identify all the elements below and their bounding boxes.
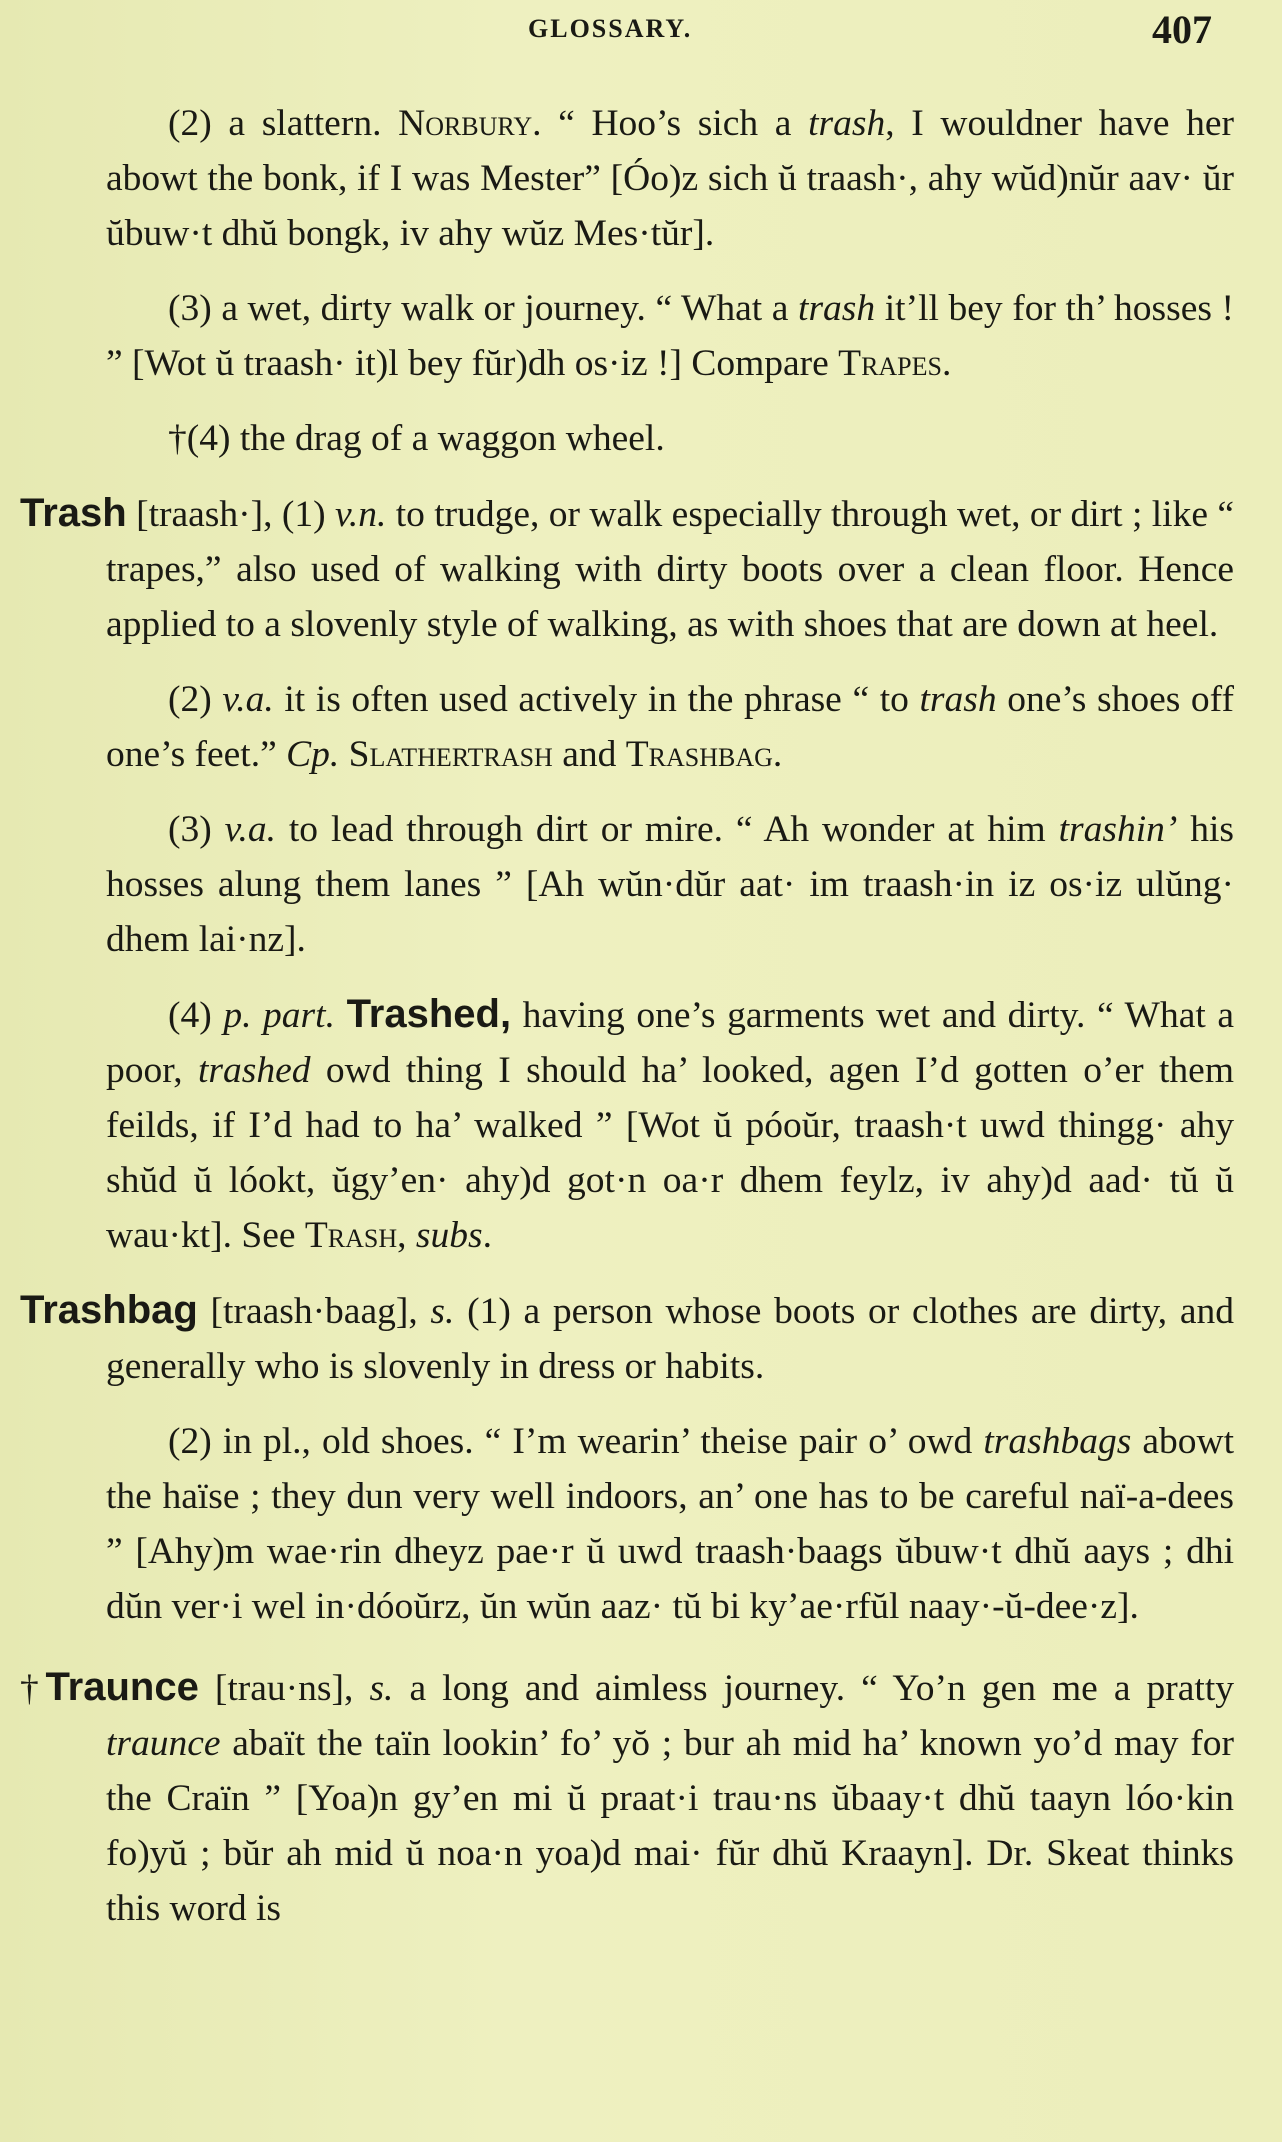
definition-wet-walk bbox=[20, 281, 1234, 391]
text-span: . bbox=[482, 1215, 492, 1256]
text-span: [traash·baag], bbox=[197, 1291, 431, 1332]
italic-word: trash bbox=[808, 103, 886, 144]
text-span: abaït the taïn lookin’ fo’ yŏ ; bur ah mid ha’ known yo’d may for the Craïn ” [Yoa)n gy’en mi ŭ praat·i trau·ns ŭbaay·t dhŭ taayn lóo·kin fo)yŭ ; bŭr ah mid ŭ noa·n yoa)d mai· fŭr dhŭ Kraayn]. Dr. Skeat thinks this word is bbox=[106, 1723, 1234, 1929]
grammar-label: v.a. bbox=[222, 679, 274, 720]
headword: Trashed, bbox=[346, 992, 512, 1036]
text-span bbox=[335, 995, 347, 1036]
text-span: (1) a person whose boots or clothes are dirty, and generally who is slovenly in dress or habits. bbox=[106, 1291, 1234, 1387]
cross-reference: Slathertrash bbox=[348, 734, 553, 775]
text-span: (2) bbox=[168, 679, 223, 720]
entry-traunce bbox=[20, 1660, 1234, 1936]
text-span: (2) a slattern. bbox=[168, 103, 399, 144]
running-head: GLOSSARY. bbox=[528, 14, 693, 43]
page-number: 407 bbox=[1152, 7, 1212, 52]
entry-trashbag bbox=[20, 1283, 1234, 1394]
place-name: Norbury bbox=[398, 103, 533, 144]
definition-drag bbox=[20, 411, 1234, 466]
text-span bbox=[407, 1215, 416, 1256]
text-span: and bbox=[552, 734, 626, 775]
text-span: a long and aimless journey. “ Yo’n gen me a pratty bbox=[393, 1668, 1235, 1709]
text-span: his hosses alung them lanes ” [Ah wŭn·dŭr aat· im traash·in iz os·iz ulŭng· dhem lai·nz]. bbox=[106, 809, 1235, 960]
headword: Trashbag bbox=[20, 1288, 198, 1332]
italic-word: traunce bbox=[106, 1723, 221, 1764]
headword: Trash bbox=[20, 491, 127, 535]
text-span: it’ll bey for th’ hosses ! ” [Wot ŭ traash· it)l bey fŭr)dh os·iz !] Compare bbox=[106, 288, 1235, 384]
grammar-label: s. bbox=[369, 1668, 394, 1709]
grammar-label: v.a. bbox=[224, 809, 276, 850]
grammar-label: v.n. bbox=[334, 494, 387, 535]
text-span: (3) bbox=[168, 809, 225, 850]
text-span: owd thing I should ha’ looked, agen I’d gotten o’er them feilds, if I’d had to ha’ walked ” [Wot ŭ póoŭr, traash·t uwd thingg· ahy shŭd ŭ lóokt, ŭgy’en· ahy)d got·n oa·r dhem feylz, iv ahy)d aad· tŭ ŭ wau·kt]. See bbox=[106, 1050, 1234, 1256]
text-span: abowt the haïse ; they dun very well indoors, an’ one has to be careful naï-a-dees ” [Ahy)m wae·rin dheyz pae·r ŭ uwd traash·baags ŭbuw·t dhŭ aays ; dhi dŭn ver·i wel in·dóoŭrz, ŭn wŭn aaz· tŭ bi ky’ae·rfŭl naay·-ŭ-dee·z]. bbox=[106, 1421, 1234, 1627]
italic-word: trash bbox=[919, 679, 997, 720]
text-span: . “ Hoo’s sich a bbox=[532, 103, 809, 144]
definition-trash-lead bbox=[20, 802, 1234, 967]
headword: Traunce bbox=[45, 1665, 199, 1709]
italic-word: trashin’ bbox=[1058, 809, 1178, 850]
glossary-text bbox=[20, 96, 1234, 1936]
italic-word: Cp. bbox=[286, 734, 340, 775]
text-span: having one’s garments wet and dirty. “ What a poor, bbox=[106, 995, 1235, 1091]
text-span: . bbox=[772, 734, 783, 775]
text-span: . bbox=[941, 343, 952, 384]
text-span: one’s shoes off one’s feet.” bbox=[106, 679, 1234, 775]
text-span: [trau·ns], bbox=[198, 1668, 370, 1709]
text-span: , I wouldner have her abowt the bonk, if I was Mester” [Óo)z sich ŭ traash·, ahy wŭd)nŭr aav· ŭr ŭbuw·t dhŭ bongk, iv ahy wŭz Mes·tŭr]. bbox=[106, 103, 1235, 254]
cross-reference: Trapes bbox=[838, 343, 942, 384]
text-span: to lead through dirt or mire. “ Ah wonder at him bbox=[276, 809, 1059, 850]
page-header bbox=[0, 6, 1282, 56]
text-span: it is often used actively in the phrase “ to bbox=[273, 679, 920, 720]
cross-reference: Trashbag bbox=[625, 734, 773, 775]
text-span: (3) a wet, dirty walk or journey. “ What a bbox=[168, 288, 799, 329]
grammar-label: s. bbox=[430, 1291, 455, 1332]
definition-slattern bbox=[20, 96, 1234, 261]
grammar-label: p. part. bbox=[223, 995, 335, 1036]
dagger-mark: † bbox=[20, 1668, 46, 1709]
text-span: [traash·], (1) bbox=[126, 494, 335, 535]
text-span: (4) bbox=[168, 995, 224, 1036]
grammar-label: subs bbox=[415, 1215, 483, 1256]
text-span: (2) in pl., old shoes. “ I’m wearin’ theise pair o’ owd bbox=[168, 1421, 984, 1462]
definition-trashed bbox=[20, 987, 1234, 1263]
text-span: to trudge, or walk especially through wet, or dirt ; like “ trapes,” also used of walking with dirty boots over a clean floor. Hence applied to a slovenly style of walking, as with shoes that are down at heel. bbox=[106, 494, 1235, 645]
definition-trash-active bbox=[20, 672, 1234, 782]
italic-word: trashed bbox=[198, 1050, 311, 1091]
italic-word: trash bbox=[798, 288, 876, 329]
definition-trashbags-shoes bbox=[20, 1414, 1234, 1634]
cross-reference: Trash, bbox=[304, 1215, 407, 1256]
text-span bbox=[339, 734, 348, 775]
text-span: †(4) the drag of a waggon wheel. bbox=[168, 418, 665, 459]
entry-trash-verb bbox=[20, 486, 1234, 652]
italic-word: trashbags bbox=[983, 1421, 1132, 1462]
